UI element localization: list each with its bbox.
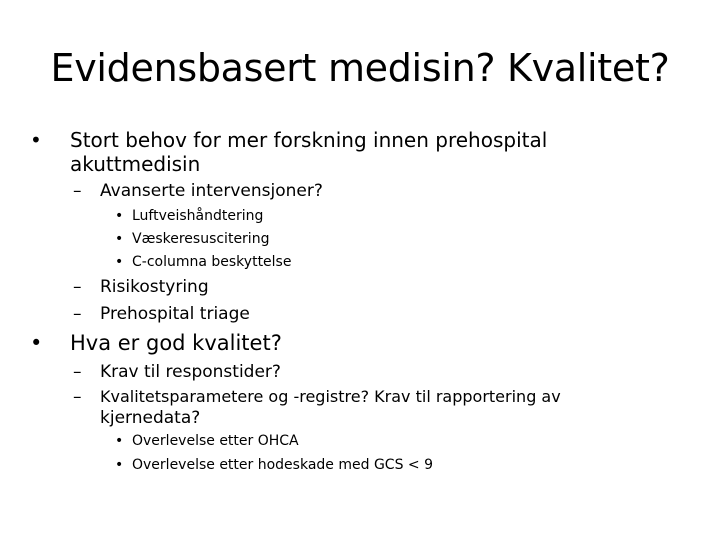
- list-item-text: Overlevelse etter OHCA: [132, 433, 299, 449]
- bullet-text-line2: akuttmedisin: [70, 152, 201, 176]
- bullet-marker: •: [115, 433, 124, 449]
- sub-item-text-line2: kjernedata?: [100, 408, 201, 428]
- bullet-marker: •: [115, 231, 124, 247]
- dash-marker: –: [73, 304, 82, 324]
- sub-item-text: Prehospital triage: [100, 304, 250, 324]
- bullet-marker: •: [115, 457, 124, 473]
- list-item: [115, 251, 515, 274]
- bullet-marker: •: [30, 331, 43, 355]
- sub-item-risikostyring: [73, 276, 673, 298]
- sub-item-avanserte: [73, 180, 673, 202]
- bullet-text-emphasis: mer: [227, 128, 268, 152]
- bullet-text: [70, 128, 547, 152]
- bullet-text: Hva er god kvalitet?: [70, 331, 282, 355]
- sub-item-text: Krav til responstider?: [100, 362, 281, 382]
- bullet-text-after: forskning innen prehospital: [267, 128, 548, 152]
- sub-item-triage: [73, 303, 673, 325]
- sub-item-text: Avanserte intervensjoner?: [100, 181, 323, 201]
- bullet-text-before: Stort behov for: [70, 128, 228, 152]
- sub-item-kvalitetsparametere: [73, 386, 693, 430]
- sub-item-text: Kvalitetsparametere og -registre? Krav til rapportering av: [100, 387, 561, 406]
- bullet-item-forskning: [30, 128, 690, 176]
- list-item: [115, 205, 515, 228]
- slide-title: Evidensbasert medisin? Kvalitet?: [50, 46, 670, 90]
- bullet-marker: •: [115, 254, 124, 270]
- sub-item-text: Risikostyring: [100, 277, 209, 297]
- dash-marker: –: [73, 277, 82, 297]
- dash-marker: –: [73, 387, 82, 407]
- list-item-text: C-columna beskyttelse: [132, 254, 292, 270]
- list-item: [115, 430, 615, 453]
- list-item: [115, 228, 515, 251]
- list-item-text: Luftveishåndtering: [132, 208, 264, 224]
- bullet-marker: •: [30, 128, 42, 152]
- list-item-text: Overlevelse etter hodeskade med GCS < 9: [132, 457, 433, 473]
- list-item: [115, 454, 615, 477]
- dash-marker: –: [73, 362, 82, 382]
- dash-marker: –: [73, 181, 82, 201]
- bullet-item-kvalitet: [30, 331, 690, 357]
- bullet-marker: •: [115, 208, 124, 224]
- list-item-text: Væskeresuscitering: [132, 231, 270, 247]
- sub-item-responstider: [73, 361, 673, 383]
